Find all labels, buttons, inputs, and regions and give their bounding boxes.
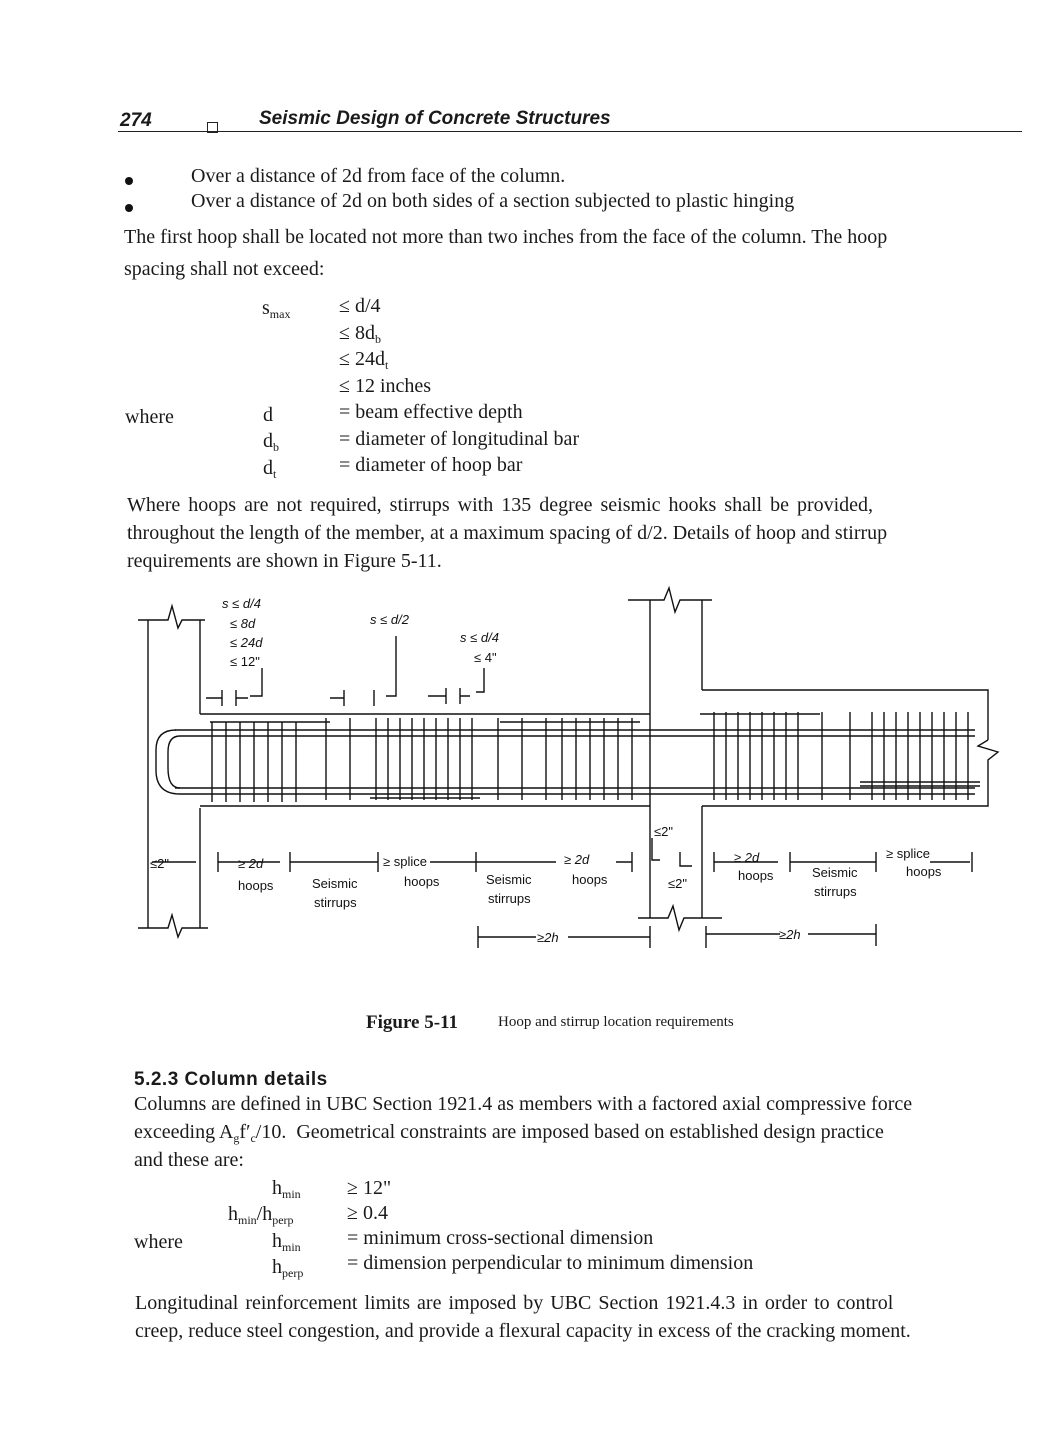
dim-mark-2 <box>330 690 374 706</box>
right-column-break-top <box>628 588 712 612</box>
row1-seismic-2: Seismic <box>486 872 532 887</box>
hoop-group-right-beam <box>714 712 798 800</box>
dim-2h-1 <box>478 926 650 948</box>
smax-symbol: $s_{max}$ <box>262 297 291 321</box>
stirrup-group-3 <box>822 712 850 800</box>
bullet-text-2: Over a distance of 2d on both sides of a section subjected to plastic hinging <box>191 190 795 212</box>
limit-row-1: ≤ d/4 <box>339 295 381 317</box>
hratio-symbol: $h_{min}/h_{perp}$ <box>228 1203 294 1227</box>
section-heading: 5.2.3 Column details <box>134 1069 328 1090</box>
row1-hoops-2: hoops <box>404 874 440 889</box>
hoop-group-left <box>212 722 296 802</box>
right-column-outline <box>650 600 702 918</box>
figure-label: Figure 5-11 <box>366 1012 459 1033</box>
para2-line-2: throughout the length of the member, at a maximum spacing of d/2. Details of hoop and stirrup <box>127 522 888 544</box>
def-symbol-d: d <box>263 404 273 426</box>
le2-mid-top-label: ≤2" <box>654 824 673 839</box>
row2-seismic: Seismic <box>812 865 858 880</box>
para3-line-2: creep, reduce steel congestion, and provide a flexural capacity in excess of the cracking moment. <box>135 1320 911 1342</box>
le2-mid-marks <box>652 838 692 866</box>
def-symbol-hperp: $h_{perp}$ <box>272 1256 304 1280</box>
spacing-label-3-line-1: s ≤ d/4 <box>460 630 499 645</box>
dim-2h-label-2: ≥2h <box>779 927 801 942</box>
dim-mark-3 <box>428 688 470 704</box>
row2-splice: ≥ splice <box>886 846 930 861</box>
section-para-line-2: exceeding $A_gf'_c/10$. Geometrical constraints are imposed based on established design practice <box>134 1121 884 1145</box>
le2-left-label: ≤2" <box>150 856 169 871</box>
hoop-group-far-right <box>872 712 968 800</box>
hmin-limit: ≥ 12" <box>347 1177 392 1199</box>
row2-hoops-2: hoops <box>906 864 942 879</box>
row1-hoops-3: hoops <box>572 872 608 887</box>
def-symbol-db: $d_b$ <box>263 430 279 454</box>
row1-seismic-1: Seismic <box>312 876 358 891</box>
def-text-dt: = diameter of hoop bar <box>339 454 523 476</box>
dim-2h-label-1: ≥2h <box>537 930 559 945</box>
spacing-label-1-line-2: ≤ 8d <box>230 616 256 631</box>
limit-row-3: ≤ $24d_t$ <box>339 348 389 372</box>
spacing-label-1-line-3: ≤ 24d <box>230 635 263 650</box>
beam-break-right <box>978 740 998 770</box>
row2-stirrups: stirrups <box>814 884 857 899</box>
leader-3 <box>476 668 484 692</box>
row1-hoops-1: hoops <box>238 878 274 893</box>
leader-1 <box>250 668 262 696</box>
def-text-d: = beam effective depth <box>339 401 523 423</box>
spacing-label-2: s ≤ d/2 <box>370 612 409 627</box>
row2-ge2d: ≥ 2d <box>734 850 760 865</box>
para1-line-2: spacing shall not exceed: <box>124 258 325 280</box>
def-text-db: = diameter of longitudinal bar <box>339 428 580 450</box>
dim-mark-1 <box>206 690 248 706</box>
row1-ge2d-1: ≥ 2d <box>238 856 264 871</box>
spacing-label-3-line-2: ≤ 4" <box>474 650 497 665</box>
section-para-line-1: Columns are defined in UBC Section 1921.4 as members with a factored axial compressive force <box>134 1093 913 1115</box>
row1-ge2d-2: ≥ 2d <box>564 852 590 867</box>
beam-top-right <box>702 690 988 740</box>
para2-line-1: Where hoops are not required, stirrups with 135 degree seismic hooks shall be provided, <box>127 494 874 516</box>
limit-row-2: ≤ $8d_b$ <box>339 322 381 346</box>
bullet-text-1: Over a distance of 2d from face of the column. <box>191 165 566 187</box>
def-text-hperp: = dimension perpendicular to minimum dimension <box>347 1252 754 1274</box>
limit-row-4: ≤ 12 inches <box>339 375 432 397</box>
def-symbol-hmin: $h_{min}$ <box>272 1230 301 1254</box>
def-text-hmin: = minimum cross-sectional dimension <box>347 1227 654 1249</box>
spacing-label-1-line-4: ≤ 12" <box>230 654 260 669</box>
row1-splice: ≥ splice <box>383 854 427 869</box>
def-symbol-dt: $d_t$ <box>263 457 277 481</box>
row1-stirrups-1: stirrups <box>314 895 357 910</box>
figure-caption: Hoop and stirrup location requirements <box>498 1014 734 1030</box>
spacing-label-1-line-1: s ≤ d/4 <box>222 596 261 611</box>
hratio-limit: ≥ 0.4 <box>347 1202 388 1224</box>
para1-line-1: The first hoop shall be located not more than two inches from the face of the column. The hoop <box>124 226 888 248</box>
leader-2 <box>386 636 396 696</box>
row2-hoops-1: hoops <box>738 868 774 883</box>
page-number: 274 <box>120 110 152 131</box>
running-title: Seismic Design of Concrete Structures <box>259 108 611 129</box>
where-label-2: where <box>134 1231 183 1253</box>
hmin-symbol: $h_{min}$ <box>272 1177 301 1201</box>
le2-mid-bottom-label: ≤2" <box>668 876 687 891</box>
para3-line-1: Longitudinal reinforcement limits are imposed by UBC Section 1921.4.3 in order to control <box>135 1292 894 1314</box>
row1-stirrups-2: stirrups <box>488 891 531 906</box>
where-label-1: where <box>125 406 174 428</box>
para2-line-3: requirements are shown in Figure 5-11. <box>127 550 442 572</box>
hook-bar-inner <box>168 736 180 788</box>
section-para-line-3: and these are: <box>134 1149 244 1171</box>
